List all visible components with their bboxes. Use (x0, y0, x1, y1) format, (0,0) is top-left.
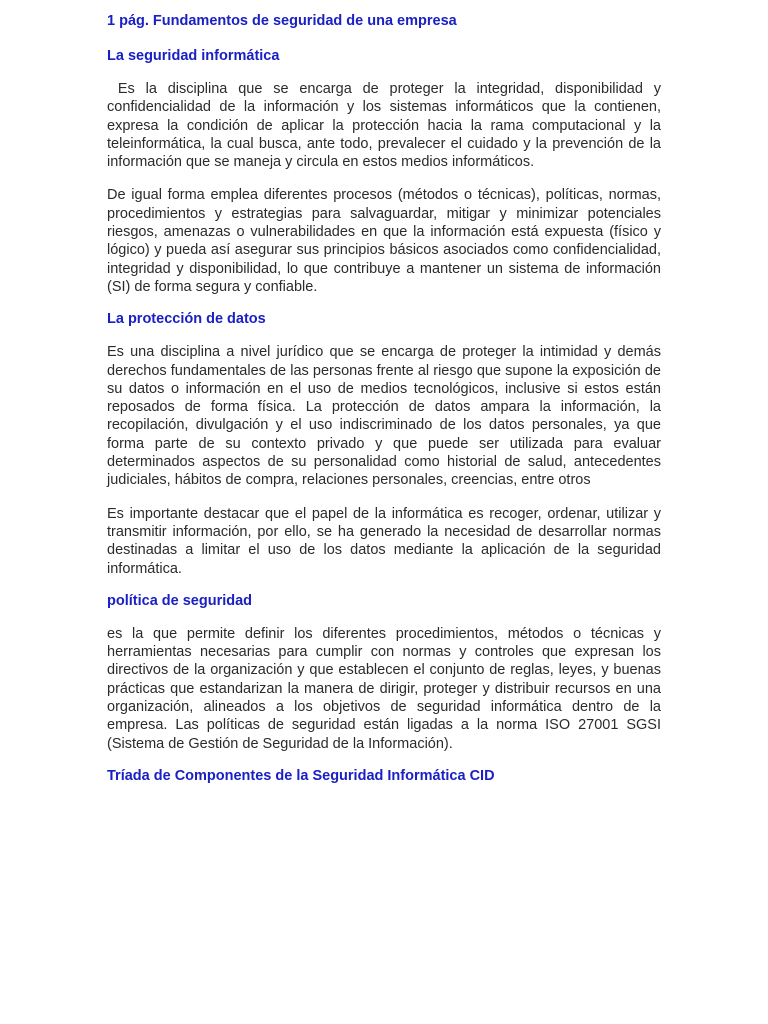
document-title: 1 pág. Fundamentos de seguridad de una empresa (107, 13, 457, 29)
paragraph-proteccion-datos-2: Es importante destacar que el papel de la informática es recoger, ordenar, utilizar y transmitir información, por ello, se ha generado la necesidad de desarrollar normas destinadas a limitar el uso de los datos mediante la aplicación de la seguridad informática. (107, 505, 661, 577)
document-page (107, 12, 666, 785)
section-heading-proteccion-datos: La protección de datos (107, 311, 266, 328)
section-heading-politica-seguridad: política de seguridad (107, 592, 253, 609)
paragraph-proteccion-datos-1: Es una disciplina a nivel jurídico que se encarga de proteger la intimidad y demás derechos fundamentales de las personas frente al riesgo que supone la exposición de su datos o información en el uso de medios tecnológicos, inclusive si estos están reposados de forma física. La protección de datos ampara la información, la recopilación, divulgación y el uso indiscriminado de los datos personales, ya que forma parte de su contexto privado y que puede ser utilizada para evaluar determinados aspectos de su personalidad como historial de salud, antecedentes judiciales, hábitos de compra, relaciones personales, creencias, entre otros (107, 344, 661, 489)
paragraph-seguridad-informatica-1: Es la disciplina que se encarga de proteger la integridad, disponibilidad y confidencialidad de la información y los sistemas informáticos que la contienen, expresa la condición de aplicar la protección hacia la rama computacional y la teleinformática, la cual busca, ante todo, prevalecer el cuidado y la prevención de la información que se maneja y circula en estos medios informáticos. (107, 81, 666, 171)
paragraph-seguridad-informatica-2: De igual forma emplea diferentes procesos (métodos o técnicas), políticas, normas, procedimientos y estrategias para salvaguardar, mitigar y minimizar potenciales riesgos, amenazas o vulnerabilidades en que la información está expuesta (físico y lógico) y pueda así asegurar sus principios básicos asociados como confidencialidad, integridad y disponibilidad, lo que contribuye a mantener un sistema de información (SI) de forma segura y confiable. (107, 187, 661, 295)
paragraph-politica-seguridad-1: es la que permite definir los diferentes procedimientos, métodos o técnicas y herramientas necesarias para cumplir con normas y controles que expresan los directivos de la organización y que establecen el conjunto de reglas, leyes, y buenas prácticas que estandarizan la manera de dirigir, proteger y distribuir recursos en una organización, alineados a los objetivos de seguridad informática dentro de la empresa. Las políticas de seguridad están ligadas a la norma ISO 27001 SGSI (Sistema de Gestión de Seguridad de la Información). (107, 625, 661, 752)
section-heading-seguridad-informatica: La seguridad informática (107, 48, 280, 64)
section-heading-triada-cid: Tríada de Componentes de la Seguridad Informática CID (107, 767, 495, 784)
